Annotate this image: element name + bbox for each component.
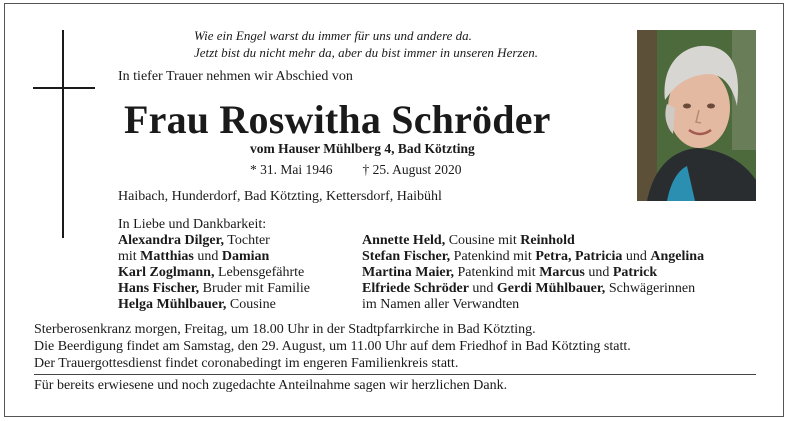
- cross-icon-vertical: [62, 30, 64, 238]
- mourner-line: Martina Maier, Patenkind mit Marcus und Patrick: [362, 265, 658, 280]
- gratitude-intro: In Liebe und Dankbarkeit:: [118, 217, 267, 232]
- mourner-line: Annette Held, Cousine mit Reinhold: [362, 233, 575, 248]
- portrait-photo: [637, 30, 756, 201]
- service-notice-line-1: Sterberosenkranz morgen, Freitag, um 18.00 Uhr in der Stadtpfarrkirche in Bad Kötzting.: [34, 322, 536, 337]
- mourner-line: Stefan Fischer, Patenkind mit Petra, Patricia und Angelina: [362, 249, 705, 264]
- mourner-line: Alexandra Dilger, Tochter: [118, 233, 270, 248]
- deceased-address: vom Hauser Mühlberg 4, Bad Kötzting: [250, 141, 475, 156]
- mourner-line: mit Matthias und Damian: [118, 249, 270, 264]
- divider-line: [34, 374, 756, 375]
- service-notice-line-3: Der Trauergottesdienst findet coronabedingt im engeren Familienkreis statt.: [34, 356, 459, 371]
- service-notice-line-2: Die Beerdigung findet am Samstag, den 29. August, um 11.00 Uhr auf dem Friedhof in Bad Kötzting statt.: [34, 339, 631, 354]
- poem-line-1: Wie ein Engel warst du immer für uns und andere da.: [194, 28, 472, 43]
- mourner-line: Karl Zoglmann, Lebensgefährte: [118, 265, 305, 280]
- closing-thanks: Für bereits erwiesene und noch zugedachte Anteilnahme sagen wir herzlichen Dank.: [34, 378, 508, 393]
- intro-text: In tiefer Trauer nehmen wir Abschied von: [118, 69, 353, 84]
- life-dates: [250, 162, 462, 178]
- mourner-line: im Namen aller Verwandten: [362, 297, 520, 312]
- mourners-right-column: [362, 233, 704, 313]
- places-line: Haibach, Hunderdorf, Bad Kötzting, Kettersdorf, Haibühl: [118, 189, 442, 204]
- mourners-left-column: [118, 233, 310, 313]
- mourner-line: Helga Mühlbauer, Cousine: [118, 297, 276, 312]
- deceased-name: Frau Roswitha Schröder: [124, 97, 551, 142]
- cross-icon-horizontal: [33, 87, 95, 89]
- mourner-line: Elfriede Schröder und Gerdi Mühlbauer, Schwägerinnen: [362, 281, 696, 296]
- death-date: † 25. August 2020: [362, 162, 462, 177]
- mourner-line: Hans Fischer, Bruder mit Familie: [118, 281, 310, 296]
- poem-line-2: Jetzt bist du nicht mehr da, aber du bist immer in unseren Herzen.: [194, 45, 538, 60]
- portrait-image: [637, 30, 756, 201]
- birth-date: * 31. Mai 1946: [250, 162, 333, 177]
